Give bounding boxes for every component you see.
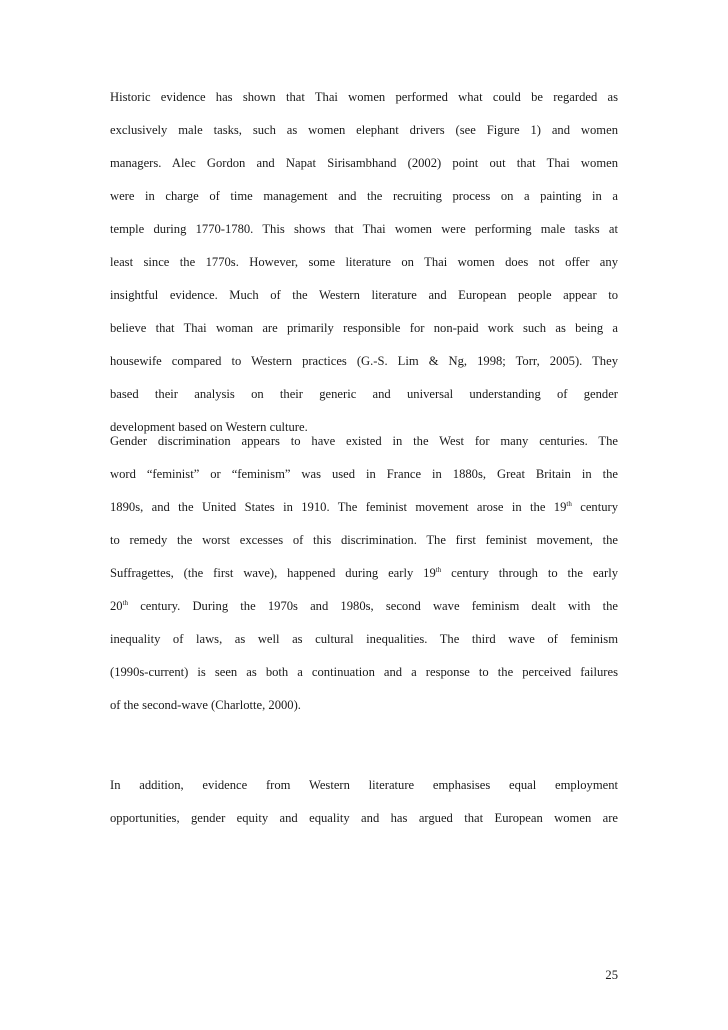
text-line: [110, 557, 618, 590]
text-line: to remedy the worst excesses of this discrimination. The first feminist movement, the: [110, 533, 618, 547]
text-line: believe that Thai woman are primarily responsible for non-paid work such as being a: [110, 321, 618, 335]
text-line: Historic evidence has shown that Thai women performed what could be regarded as: [110, 90, 618, 104]
superscript: th: [122, 599, 129, 607]
text-line: word “feminist” or “feminism” was used in France in 1880s, Great Britain in the: [110, 467, 618, 481]
text-line: In addition, evidence from Western literature emphasises equal employment: [110, 778, 618, 792]
paragraph-western-literature: [110, 769, 618, 835]
text-line: [110, 491, 618, 524]
text-line: [110, 590, 618, 623]
text-line: inequality of laws, as well as cultural inequalities. The third wave of feminism: [110, 632, 618, 646]
text-run: 1890s, and the United States in 1910. The feminist movement arose in the 19: [110, 500, 567, 514]
text-line: least since the 1770s. However, some literature on Thai women does not offer any: [110, 255, 618, 269]
text-line: of the second-wave (Charlotte, 2000).: [110, 698, 301, 712]
text-line: development based on Western culture.: [110, 420, 308, 434]
text-run: century through to the early: [441, 566, 618, 580]
page-number: 25: [605, 968, 618, 982]
paragraph-thai-women-history: [110, 81, 618, 444]
text-line: opportunities, gender equity and equality and has argued that European women are: [110, 811, 618, 825]
superscript: th: [566, 500, 572, 508]
text-line: were in charge of time management and the recruiting process on a painting in a: [110, 189, 618, 203]
text-line: exclusively male tasks, such as women elephant drivers (see Figure 1) and women: [110, 123, 618, 137]
text-line: Gender discrimination appears to have existed in the West for many centuries. The: [110, 434, 618, 448]
text-line: insightful evidence. Much of the Western literature and European people appear to: [110, 288, 618, 302]
text-line: (1990s-current) is seen as both a continuation and a response to the perceived failures: [110, 665, 618, 679]
text-run: Suffragettes, (the first wave), happened during early 19: [110, 566, 436, 580]
text-run: century. During the 1970s and 1980s, second wave feminism dealt with the: [128, 599, 618, 613]
text-line: managers. Alec Gordon and Napat Sirisambhand (2002) point out that Thai women: [110, 156, 618, 170]
text-run: 20: [110, 599, 123, 613]
text-line: based their analysis on their generic and universal understanding of gender: [110, 387, 618, 401]
text-run: century: [571, 500, 618, 514]
superscript: th: [435, 566, 442, 574]
text-line: temple during 1770-1780. This shows that Thai women were performing male tasks at: [110, 222, 618, 236]
paragraph-western-feminism: [110, 425, 618, 722]
text-line: housewife compared to Western practices (G.-S. Lim & Ng, 1998; Torr, 2005). They: [110, 354, 618, 368]
